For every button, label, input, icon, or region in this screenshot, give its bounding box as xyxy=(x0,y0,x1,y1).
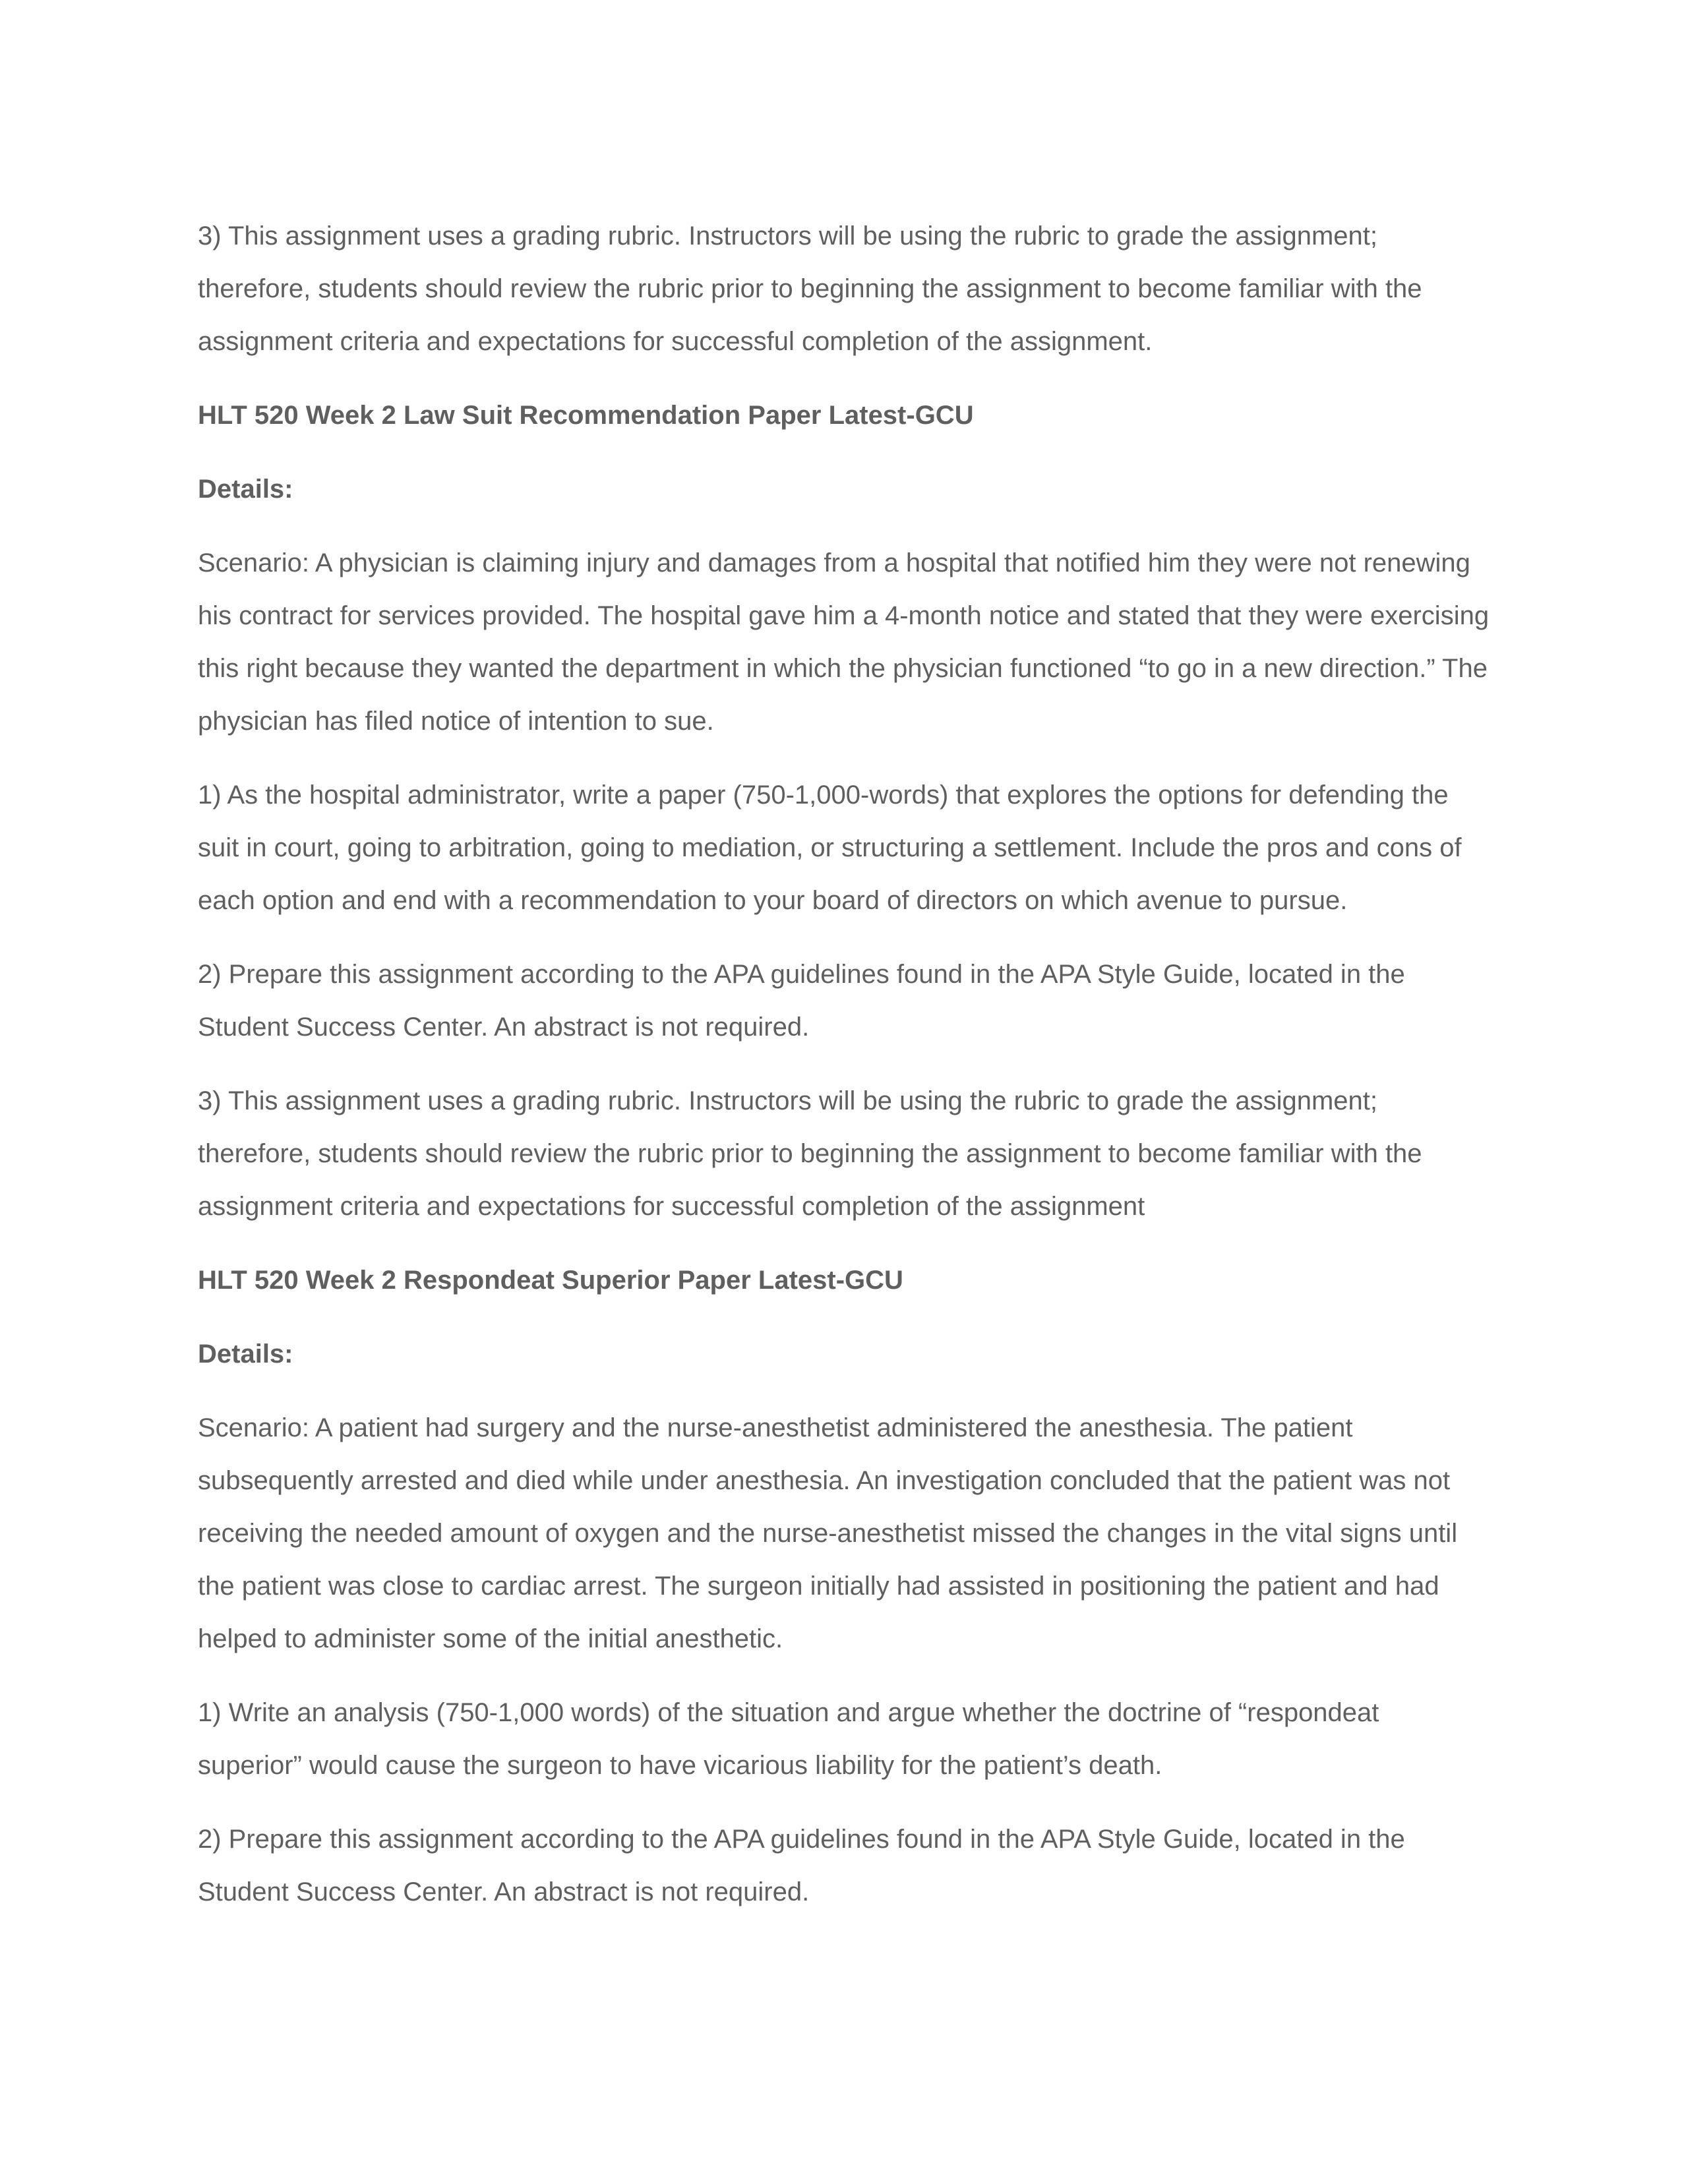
section-heading-respondeat-superior: HLT 520 Week 2 Respondeat Superior Paper Latest-GCU xyxy=(198,1266,903,1295)
details-label: Details: xyxy=(198,475,293,504)
document-page xyxy=(198,210,1490,1939)
paragraph-rubric-note: 3) This assignment uses a grading rubric. Instructors will be using the rubric to grade the assignment; therefore, students should review the rubric prior to beginning the assignment to become familiar with the assignment criteria and expectations for successful completion of the assignment. xyxy=(198,221,1422,356)
section-heading-law-suit: HLT 520 Week 2 Law Suit Recommendation Paper Latest-GCU xyxy=(198,401,974,430)
paragraph-instruction-2: 2) Prepare this assignment according to the APA guidelines found in the APA Style Guide, located in the Student Success Center. An abstract is not required. xyxy=(198,960,1405,1042)
paragraph-scenario-patient: Scenario: A patient had surgery and the nurse-anesthetist administered the anesthesia. The patient subsequently arrested and died while under anesthesia. An investigation concluded that the patient was not receiving the needed amount of oxygen and the nurse-anesthetist missed the changes in the vital signs until the patient was close to cardiac arrest. The surgeon initially had assisted in positioning the patient and had helped to administer some of the initial anesthetic. xyxy=(198,1413,1458,1653)
paragraph-instruction-2: 2) Prepare this assignment according to the APA guidelines found in the APA Style Guide, located in the Student Success Center. An abstract is not required. xyxy=(198,1825,1405,1906)
paragraph-scenario-physician: Scenario: A physician is claiming injury and damages from a hospital that notified him they were not renewing his contract for services provided. The hospital gave him a 4-month notice and stated that they were exercising this right because they wanted the department in which the physician functioned “to go in a new direction.” The physician has filed notice of intention to sue. xyxy=(198,548,1490,736)
details-label: Details: xyxy=(198,1340,293,1369)
paragraph-instruction-3: 3) This assignment uses a grading rubric. Instructors will be using the rubric to grade the assignment; therefore, students should review the rubric prior to beginning the assignment to become familiar with the assignment criteria and expectations for successful completion of the assignment xyxy=(198,1086,1422,1221)
paragraph-instruction-1: 1) Write an analysis (750-1,000 words) of the situation and argue whether the doctrine of “respondeat superior” would cause the surgeon to have vicarious liability for the patient’s death. xyxy=(198,1698,1379,1780)
paragraph-instruction-1: 1) As the hospital administrator, write a paper (750-1,000-words) that explores the options for defending the suit in court, going to arbitration, going to mediation, or structuring a settlement. Include the pros and cons of each option and end with a recommendation to your board of directors on which avenue to pursue. xyxy=(198,781,1462,915)
